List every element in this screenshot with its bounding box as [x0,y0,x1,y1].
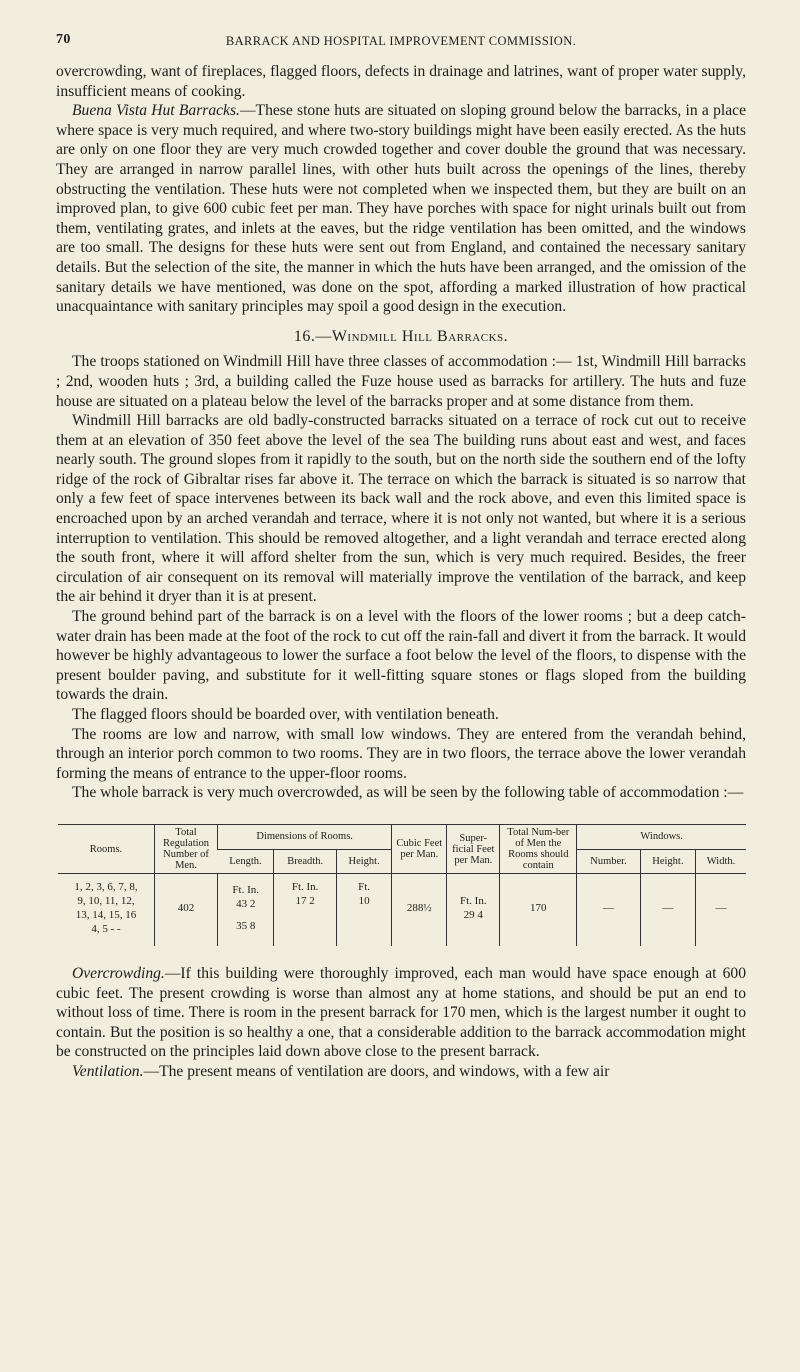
cell-total-number: 170 [500,874,577,947]
col-total-number: Total Num-ber of Men the Rooms should contain [500,825,577,874]
cell-superficial-feet: Ft. In. 29 4 [447,874,500,947]
paragraph-lead: Ventilation. [72,1062,144,1080]
cell-length: Ft. In. 43 2 35 8 [218,874,274,947]
paragraph-ventilation: Ventilation.—The present means of ventilation are doors, and windows, with a few air [72,1062,610,1080]
col-superficial-feet: Super-ficial Feet per Man. [447,825,500,874]
col-windows: Windows. [577,825,746,850]
table-row [58,874,746,947]
paragraph-lead: Buena Vista Hut Barracks. [72,102,240,120]
col-length: Length. [218,849,274,874]
cell-total-regulation: 402 [155,874,218,947]
paragraph: The rooms are low and narrow, with small low windows. They are entered from the verandah behind, through an interior porch common to two rooms. They are in two floors, the terrace above the lower verandah forming the means of entrance to the upper-floor rooms. [56,725,746,782]
body-text-after-table [56,964,746,1082]
col-height: Height. [336,849,391,874]
paragraph: The whole barrack is very much overcrowded, as will be seen by the following table of accommodation :— [72,784,744,802]
cell-window-height: — [640,874,695,947]
cell-cubic-feet: 288½ [392,874,447,947]
cell-height: Ft. 10 [336,874,391,947]
col-breadth: Breadth. [274,849,337,874]
col-total-regulation: Total Regulation Number of Men. [155,825,218,874]
col-cubic-feet: Cubic Feet per Man. [392,825,447,874]
page-number: 70 [56,32,71,47]
cell-rooms: 1, 2, 3, 6, 7, 8, 9, 10, 11, 12, 13, 14, 15, 16 4, 5 - - [58,874,155,947]
paragraph-buena-vista: Buena Vista Hut Barracks.—These stone huts are situated on sloping ground below the barracks, in a place where space is very much required, and where two-story buildings might have been easily erected. As the huts are only on one floor they are very much crowded together and cover double the ground that was necessary. They are arranged in narrow parallel lines, with other huts built across the openings of the lines, thereby obstructing the ventilation. These huts were not completed when we inspected them, but they are built on an improved plan, to give 600 cubic feet per man. They have porches with space for night urinals built out from them, ventilating grates, and inlets at the eaves, but the ridge ventilation has been omitted, and the windows are too small. The designs for these huts were sent out from England, and contained the necessary sanitary details. But the selection of the site, the manner in which the huts have been arranged, and the omission of the sanitary details we have mentioned, was done on the spot, affording a marked illustration of how practical unacquaintance with sanitary principles may spoil a good design in the execution. [56,102,746,316]
paragraph: Windmill Hill barracks are old badly-constructed barracks situated on a terrace of rock cut out to receive them at an elevation of 350 feet above the level of the sea The building runs about east and west, and faces nearly south. The ground slopes from it rapidly to the south, but on the north side the southern end of the lofty ridge of the rock of Gibraltar rises far above it. The terrace on which the barrack is situated is so narrow that only a few feet of space intervenes between its back wall and the rock above, and even this limited space is encroached upon by an arched verandah and terrace, where it is not only not wanted, but where it is a serious interruption to ventilation. This should be removed altogether, and a light verandah and terrace erected along the south front, where it will afford shelter from the sun, which is very much required. Besides, the freer circulation of air consequent on its removal will materially improve the ventilation of the barrack, and keep the air behind it dryer than it is at present. [56,412,746,606]
section-title: 16.—Windmill Hill Barracks. [293,327,509,345]
col-window-number: Number. [577,849,640,874]
paragraph-lead: Overcrowding. [72,965,165,982]
accommodation-table [58,824,746,946]
col-window-width: Width. [696,849,746,874]
col-dimensions: Dimensions of Rooms. [218,825,392,850]
cell-window-width: — [696,874,746,947]
body-text [56,62,746,803]
col-rooms: Rooms. [58,825,155,874]
paragraph: The flagged floors should be boarded over, with ventilation beneath. [72,706,499,723]
cell-breadth: Ft. In. 17 2 [274,874,337,947]
paragraph: The troops stationed on Windmill Hill have three classes of accommodation :— 1st, Windmill Hill barracks ; 2nd, wooden huts ; 3rd, a building called the Fuze house used as barracks for artillery. The huts and fuze house are situated on a plateau below the level of the barracks proper and at some distance from them. [56,353,746,410]
cell-window-number: — [577,874,640,947]
col-window-height: Height. [640,849,695,874]
paragraph: overcrowding, want of fireplaces, flagged floors, defects in drainage and latrines, want of proper water supply, insufficient means of cooking. [56,63,746,100]
running-title: BARRACK AND HOSPITAL IMPROVEMENT COMMISSION. [225,34,577,48]
paragraph-overcrowding: Overcrowding.—If this building were thoroughly improved, each man would have space enough at 600 cubic feet. The present crowding is worse than almost any at home stations, and should be put an end to without loss of time. There is room in the present barrack for 170 men, which is the largest number it ought to contain. But the position is so healthy a one, that a considerable addition to the barrack accommodation might be constructed on the principles laid down above close to the present barrack. [56,965,746,1061]
paragraph: The ground behind part of the barrack is on a level with the floors of the lower rooms ; but a deep catch-water drain has been made at the foot of the rock to cut off the rain-fall and divert it from the barrack. It would however be highly advantageous to lower the surface a foot below the level of the floors, to dispense with the present boulder paving, and substitute for it well-fitting square stones or flags sloped from the building towards the drain. [56,608,746,704]
